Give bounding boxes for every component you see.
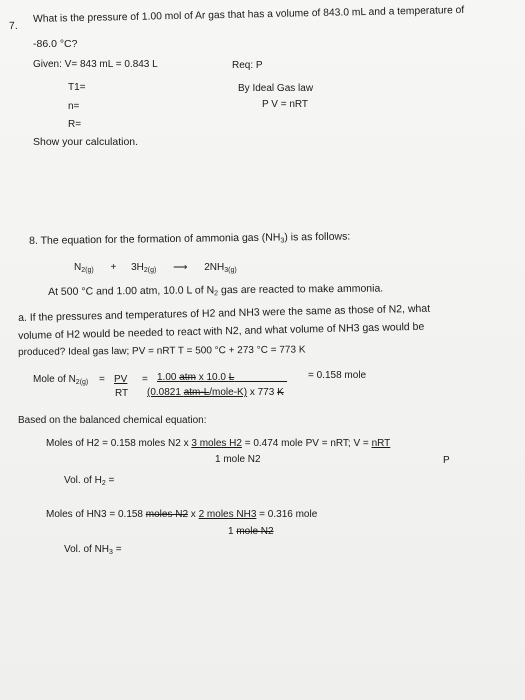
q7-n: n= [68,101,80,112]
q7-ideal-gas-law: By Ideal Gas law [238,83,314,94]
p-denominator: P [443,455,450,466]
q7-pv-nrt: P V = nRT [262,99,309,110]
moles-h2-line: Moles of H2 = 0.158 moles N2 x 3 moles H2 = 0.474 mole PV = nRT; V = nRT [46,438,391,449]
moles-hn3-line: Moles of HN3 = 0.158 moles N2 x 2 moles NH3 = 0.316 mole [46,509,318,520]
one-mole-n2-b: 1 mole N2 [228,526,274,537]
q8-part-a-line1: a. If the pressures and temperatures of H2 and NH3 were the same as those of N2, what [18,302,431,324]
eq-n2: N [74,262,82,273]
q7-r: R= [68,119,82,130]
q7-number: 7. [8,19,18,33]
q7-question-line2: -86.0 °C? [33,38,78,50]
q8-conditions: At 500 °C and 1.00 atm, 10.0 L of $N_2$ gas are reacted to make ammonia. [48,282,384,298]
vol-nh3: Vol. of $NH_3$ = [64,544,122,556]
rt-denominator: RT [115,388,129,399]
q8-part-a-line2: volume of H2 would be needed to react with N2, and what volume of NH3 gas would be [18,320,425,342]
q7-given: Given: V= 843 mL = 0.843 L [33,59,158,70]
mole-eq-sign: = [99,374,105,385]
vol-h2: Vol. of $H_2$ = [64,475,115,487]
q8-part-a-line3: produced? Ideal gas law; PV = nRT T = 500 °C + 273 °C = 773 K [18,344,306,358]
one-mole-n2: 1 mole N2 [215,454,261,465]
q7-show-calc: Show your calculation. [33,136,139,148]
arrow-icon: ⟶ [173,262,188,273]
numerator-values: 1.00 atm x 10.0 L [157,372,235,383]
q7-req: Req: P [232,60,263,71]
eq-h2: 3H [131,262,144,273]
denominator-values: (0.0821 atm-L/mole-K) x 773 K [147,387,284,398]
eq-sign-2: = [142,374,148,385]
eq-plus: + [110,262,117,273]
q8-equation: $N_{2(g)} + 3H_{2(g)}$ ⟶ $2NH_{3(g)}$ [74,262,237,274]
based-on-heading: Based on the balanced chemical equation: [18,415,207,426]
q7-t1: T1= [68,82,86,93]
eq-nh3: 2NH [204,262,225,273]
mole-n2-label: Mole of $N_{2(g)}$ [33,374,89,386]
q7-question-line1: What is the pressure of 1.00 mol of Ar gas that has a volume of 843.0 mL and a temperature of [33,4,465,25]
q8-intro: 8. The equation for the formation of ammonia gas $(NH_3)$ is as follows: [29,230,351,247]
pv-numerator: PV [114,374,128,385]
mole-result: = 0.158 mole [308,370,367,381]
